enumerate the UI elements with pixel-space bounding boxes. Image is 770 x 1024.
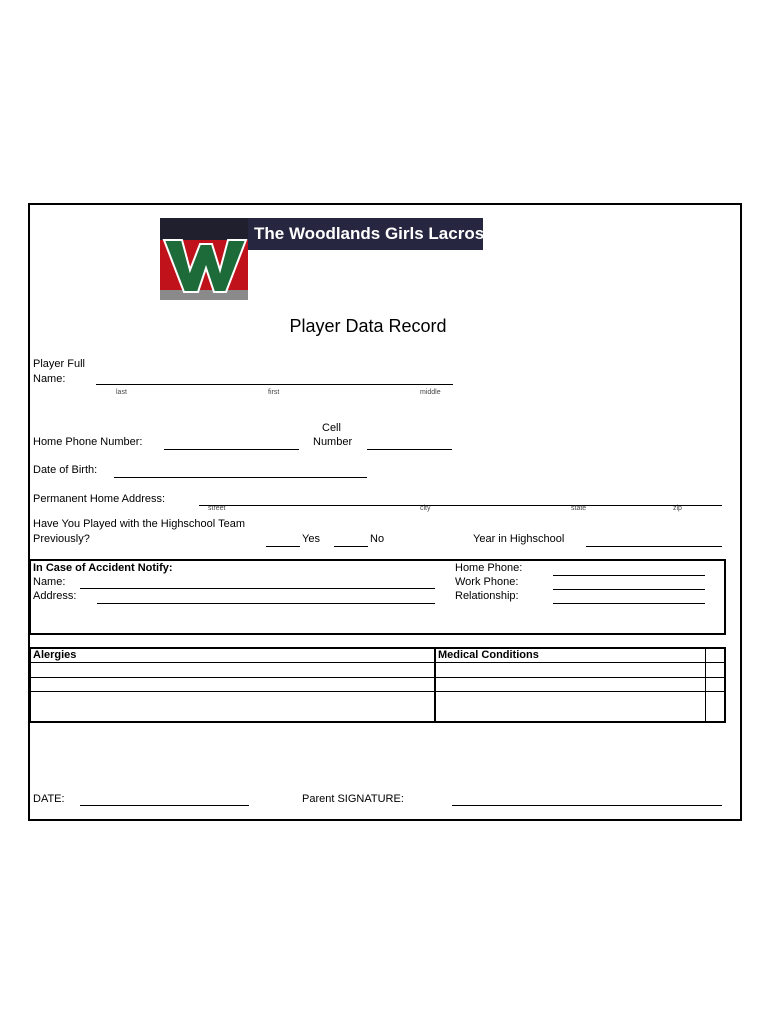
emergency-home-phone-field[interactable]: [553, 575, 705, 576]
home-phone-label: Home Phone Number:: [33, 436, 143, 448]
parent-signature-field[interactable]: [452, 805, 722, 806]
player-name-label-2: Name:: [33, 373, 66, 385]
emergency-name-label: Name:: [33, 576, 66, 588]
dob-field[interactable]: [114, 477, 367, 478]
highschool-question-2: Previously?: [33, 533, 90, 545]
date-field[interactable]: [80, 805, 249, 806]
page-title: Player Data Record: [289, 316, 447, 336]
conditions-row-2[interactable]: [438, 679, 702, 689]
medical-row-line-2: [29, 677, 724, 678]
allergies-header: Alergies: [33, 649, 77, 661]
medical-divider: [434, 647, 436, 721]
allergies-row-2[interactable]: [33, 679, 431, 689]
sub-middle: middle: [420, 389, 441, 396]
conditions-row-3[interactable]: [438, 694, 702, 716]
year-field[interactable]: [586, 546, 722, 547]
emergency-address-field[interactable]: [97, 603, 435, 604]
emergency-work-phone-field[interactable]: [553, 589, 705, 590]
parent-signature-label: Parent SIGNATURE:: [302, 793, 404, 805]
yes-field[interactable]: [266, 546, 300, 547]
home-phone-field[interactable]: [164, 449, 299, 450]
medical-row-line-3: [29, 691, 724, 692]
medical-row-line-1: [29, 662, 724, 663]
allergies-row-3[interactable]: [33, 694, 431, 716]
medical-right-divider: [705, 647, 706, 721]
emergency-name-field[interactable]: [80, 588, 435, 589]
emergency-relationship-label: Relationship:: [455, 590, 519, 602]
dob-label: Date of Birth:: [33, 464, 98, 476]
cell-phone-field[interactable]: [367, 449, 452, 450]
team-name: The Woodlands Girls Lacrosse: [254, 224, 504, 243]
year-label: Year in Highschool: [473, 533, 565, 545]
player-name-field[interactable]: [96, 384, 453, 385]
highschool-question-1: Have You Played with the Highschool Team: [33, 518, 245, 530]
sub-first: first: [268, 389, 280, 396]
cell-label-2: Number: [313, 436, 353, 448]
emergency-home-phone-label: Home Phone:: [455, 562, 523, 574]
medical-conditions-header: Medical Conditions: [438, 649, 539, 661]
allergies-row-1[interactable]: [33, 665, 431, 675]
sub-street: street: [208, 505, 226, 512]
w-logo-icon: [160, 218, 248, 300]
emergency-address-label: Address:: [33, 590, 77, 602]
cell-label-1: Cell: [322, 422, 341, 434]
no-field[interactable]: [334, 546, 368, 547]
sub-state: state: [571, 505, 587, 512]
conditions-row-1[interactable]: [438, 665, 702, 675]
emergency-work-phone-label: Work Phone:: [455, 576, 519, 588]
sub-zip: zip: [673, 505, 682, 512]
sub-city: city: [420, 505, 431, 512]
sub-last: last: [116, 389, 127, 396]
yes-label: Yes: [302, 533, 320, 545]
no-label: No: [370, 533, 385, 545]
player-name-label-1: Player Full: [33, 358, 85, 370]
emergency-header: In Case of Accident Notify:: [33, 562, 173, 574]
team-logo: [160, 218, 248, 300]
form-frame: [28, 203, 742, 821]
emergency-relationship-field[interactable]: [553, 603, 705, 604]
date-label: DATE:: [33, 793, 65, 805]
team-name-banner: [248, 218, 504, 250]
address-field[interactable]: [199, 505, 722, 506]
address-label: Permanent Home Address:: [33, 493, 166, 505]
